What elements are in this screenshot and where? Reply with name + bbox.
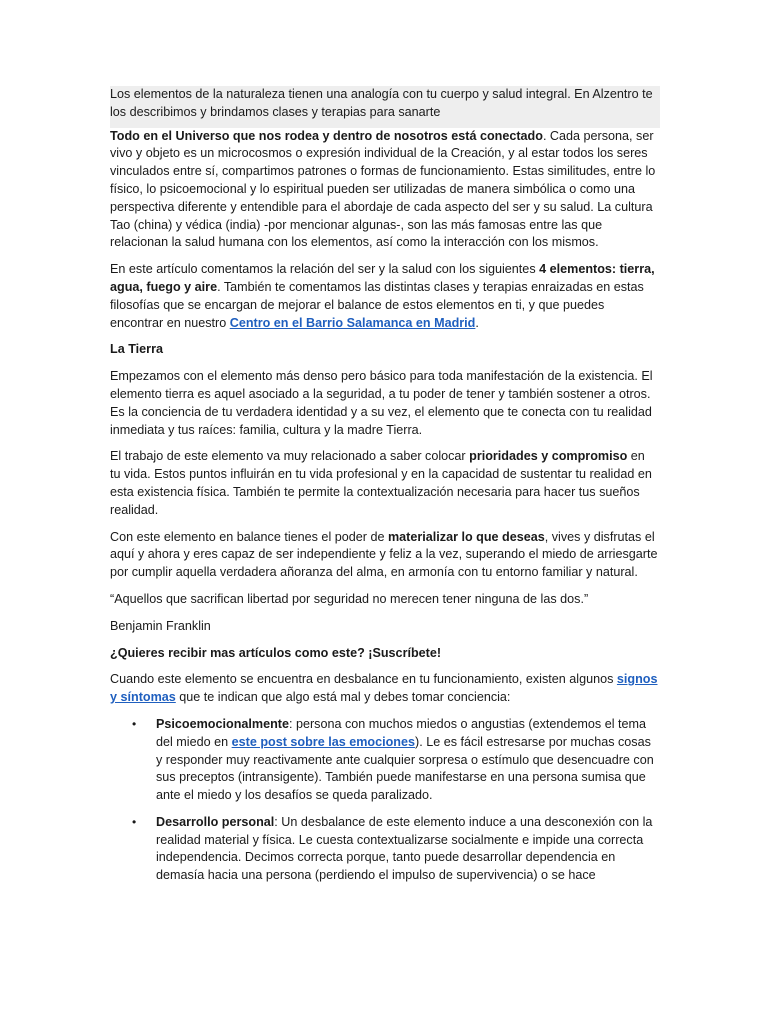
centro-salamanca-link[interactable]: Centro en el Barrio Salamanca en Madrid	[229, 315, 476, 330]
text: : Un desbalance de este elemento induce a una desconexión con la realidad material y física. Le cuesta contextualizarse socialmente e impide una correcta independencia. Decimos correcta porque, tanto puede desarrollar dependencia en demasía hacia una persona (perdiendo el impulso de supervivencia) o se hace	[156, 814, 653, 883]
quote: “Aquellos que sacrifican libertad por seguridad no merecen tener ninguna de las dos.”	[110, 591, 589, 606]
article-body	[110, 86, 658, 894]
bold-text: Todo en el Universo que nos rodea y dentro de nosotros está conectado	[110, 128, 543, 143]
bold-text: 4 elementos: tierra, agua, fuego y aire	[110, 262, 655, 294]
section-heading-tierra: La Tierra	[110, 342, 163, 357]
paragraph-tierra-intro: Empezamos con el elemento más denso pero básico para toda manifestación de la existencia. El elemento tierra es aquel asociado a la seguridad, a tu poder de tener y también sostener a otros. Es la conciencia de tu verdadera identidad y a su vez, el elemento que te conecta con tu realidad inmediata y tus raíces: familia, cultura y la madre Tierra.	[110, 369, 653, 437]
text: El trabajo de este elemento va muy relacionado a saber colocar	[110, 449, 470, 464]
text: ). Le es fácil estresarse por muchas cosas y responder muy reactivamente ante cualquier sorpresa o estímulo que desencuadre con sus preceptos (intransigente). También puede manifestarse en una persona sumisa que ante el miedo y los desafíos se queda paralizado.	[156, 734, 654, 803]
text: Cuando este elemento se encuentra en desbalance en tu funcionamiento, existen algunos	[110, 672, 617, 687]
list-item	[110, 716, 658, 805]
bold-text: materializar lo que deseas	[387, 529, 545, 544]
text: , vives y disfrutas el aquí y ahora y eres capaz de ser independiente y feliz a la vez, superando el miedo de arriesgarte por cumplir aquella verdadera añoranza del alma, en armonía con tu entorno familiar y natural.	[110, 529, 658, 580]
paragraph-universe	[110, 128, 658, 253]
text: . También te comentamos las distintas clases y terapias enraizadas en estas filosofías que se encargan de mejorar el balance de estos elementos en ti, y que puedes encontrar en nuestro	[110, 279, 644, 330]
bold-text: prioridades y compromiso	[469, 449, 628, 464]
paragraph-elements	[110, 261, 658, 332]
bullet-icon: •	[132, 814, 137, 829]
bold-text: Psicoemocionalmente	[156, 716, 289, 731]
quote-author: Benjamin Franklin	[110, 618, 211, 633]
text: En este artículo comentamos la relación del ser y la salud con los siguientes	[110, 262, 540, 277]
emociones-post-link[interactable]: este post sobre las emociones	[231, 734, 416, 749]
bold-text: Desarrollo personal	[156, 814, 275, 829]
text: .	[475, 315, 479, 330]
symptoms-list	[110, 716, 658, 885]
text: . Cada persona, ser vivo y objeto es un microcosmos o expresión individual de la Creación, y al estar todos los seres vinculados entre sí, compartimos patrones o formas de funcionamiento. Estas similitudes, entre lo físico, lo psicoemocional y lo espiritual pueden ser utilizadas de manera simbólica o como una perspectiva diferente y entendible para el abordaje de cada aspecto del ser y su salud. La cultura Tao (china) y védica (india) -por mencionar algunas-, son las más famosas entre las que relacionan la salud humana con los elementos, así como la interacción con los mismos.	[110, 128, 656, 250]
paragraph-prioridades	[110, 448, 658, 519]
list-item	[110, 814, 658, 885]
signos-sintomas-link[interactable]: signos y síntomas	[110, 672, 658, 705]
text: Con este elemento en balance tienes el poder de	[110, 529, 388, 544]
text: que te indican que algo está mal y debes tomar conciencia:	[175, 690, 511, 705]
bullet-icon: •	[132, 716, 137, 731]
text: : persona con muchos miedos o angustias (extendemos el tema del miedo en	[156, 716, 646, 749]
paragraph-materializar	[110, 529, 658, 582]
paragraph-sintomas	[110, 671, 658, 707]
subscribe-prompt: ¿Quieres recibir mas artículos como este? ¡Suscríbete!	[110, 645, 442, 660]
intro-highlight: Los elementos de la naturaleza tienen una analogía con tu cuerpo y salud integral. En Alzentro te los describimos y brindamos clases y terapias para sanarte	[110, 86, 660, 128]
text: en tu vida. Estos puntos influirán en tu vida profesional y en la capacidad de sustentar tu realidad en esta existencia física. También te permite la contextualización necesaria para hacer tus sueños realidad.	[110, 449, 652, 517]
